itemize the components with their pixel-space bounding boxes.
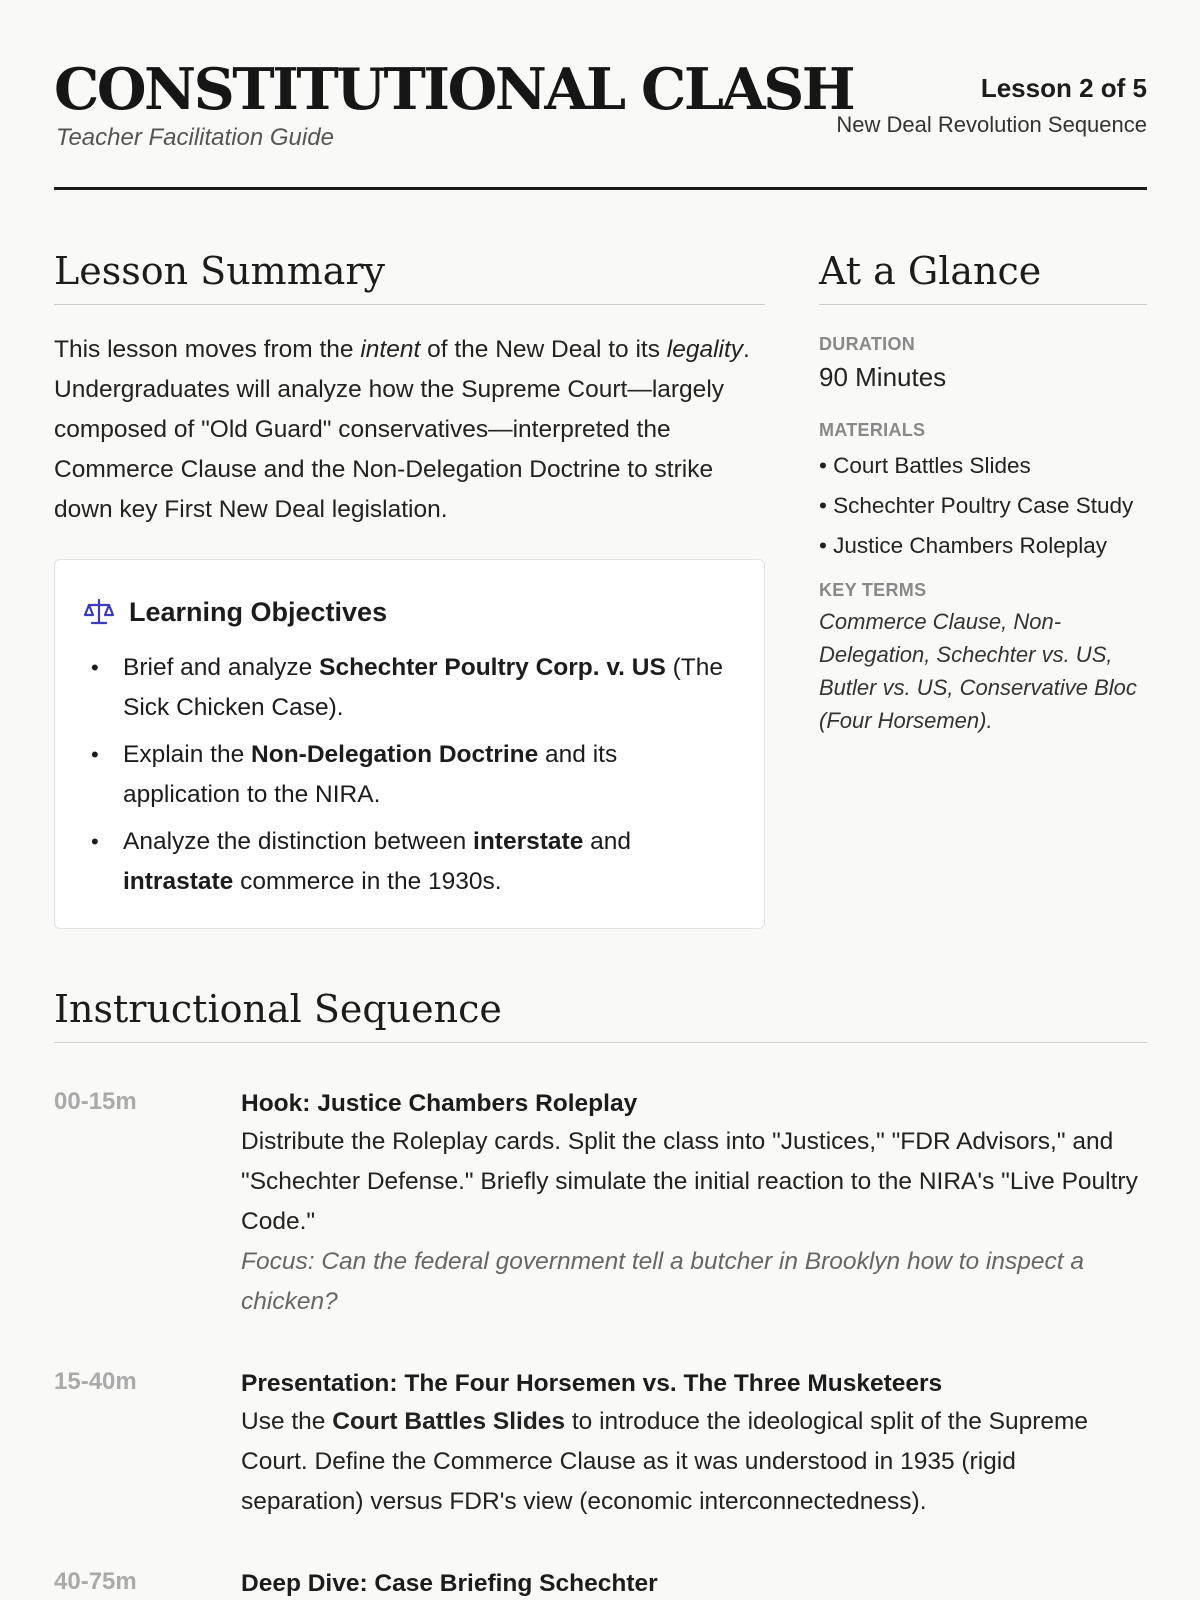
scale-icon <box>83 596 115 628</box>
step-title: Presentation: The Four Horsemen vs. The Three Musketeers <box>241 1370 943 1397</box>
objective-item: • Brief and analyze Schechter Poultry Corp. v. US (The Sick Chicken Case). <box>91 648 741 728</box>
instructional-sequence-heading: Instructional Sequence <box>54 983 1147 1043</box>
step-time: 00-15m <box>54 1088 137 1115</box>
step-body <box>241 1366 1141 1522</box>
materials-label: MATERIALS <box>819 420 926 440</box>
lesson-summary-text: This lesson moves from the intent of the New Deal to its legality. Undergraduates will analyze how the Supreme Court—largely composed of "Old Guard" conservatives—interpreted the Commerce Clause and the Non-Delegation Doctrine to strike down key First New Deal legislation. <box>54 336 750 523</box>
objective-item: • Analyze the distinction between interstate and intrastate commerce in the 1930s. <box>91 822 741 902</box>
document-subtitle: Teacher Facilitation Guide <box>56 124 334 151</box>
duration-label: DURATION <box>819 334 916 354</box>
step-focus: Focus: Can the federal government tell a butcher in Brooklyn how to inspect a chicken? <box>241 1248 1084 1315</box>
material-item: • Court Battles Slides <box>819 453 1031 478</box>
sequence-name: New Deal Revolution Sequence <box>836 112 1147 137</box>
step-time: 15-40m <box>54 1368 137 1395</box>
step-time: 40-75m <box>54 1568 137 1595</box>
objectives-title: Learning Objectives <box>129 596 388 627</box>
step-body <box>241 1566 1141 1600</box>
learning-objectives-card <box>54 559 765 929</box>
key-terms-label: KEY TERMS <box>819 580 927 600</box>
step-title: Deep Dive: Case Briefing Schechter <box>241 1570 658 1597</box>
material-item: • Schechter Poultry Case Study <box>819 493 1134 518</box>
step-body <box>241 1086 1141 1322</box>
lesson-guide-page <box>54 0 1147 1600</box>
document-title: CONSTITUTIONAL CLASH <box>54 56 854 123</box>
duration-value: 90 Minutes <box>819 362 947 392</box>
materials-list <box>819 446 1133 566</box>
objectives-list <box>91 648 741 909</box>
objectives-header <box>83 594 387 630</box>
lesson-number: Lesson 2 of 5 <box>980 73 1147 103</box>
objective-item: • Explain the Non-Delegation Doctrine and its application to the NIRA. <box>91 735 741 815</box>
key-terms-text: Commerce Clause, Non-Delegation, Schechter vs. US, Butler vs. US, Conservative Bloc (Four Horsemen). <box>819 609 1137 733</box>
step-title: Hook: Justice Chambers Roleplay <box>241 1090 638 1117</box>
document-header <box>54 55 1147 190</box>
at-a-glance-heading: At a Glance <box>819 245 1147 305</box>
step-description: Distribute the Roleplay cards. Split the class into "Justices," "FDR Advisors," and "Schechter Defense." Briefly simulate the initial reaction to the NIRA's "Live Poultry Code." <box>241 1128 1138 1235</box>
step-description: Use the Court Battles Slides to introduce the ideological split of the Supreme Court. Define the Commerce Clause as it was understood in 1935 (rigid separation) versus FDR's view (economic interconnectedness). <box>241 1408 1089 1515</box>
material-item: • Justice Chambers Roleplay <box>819 533 1107 558</box>
lesson-summary-heading: Lesson Summary <box>54 245 765 305</box>
